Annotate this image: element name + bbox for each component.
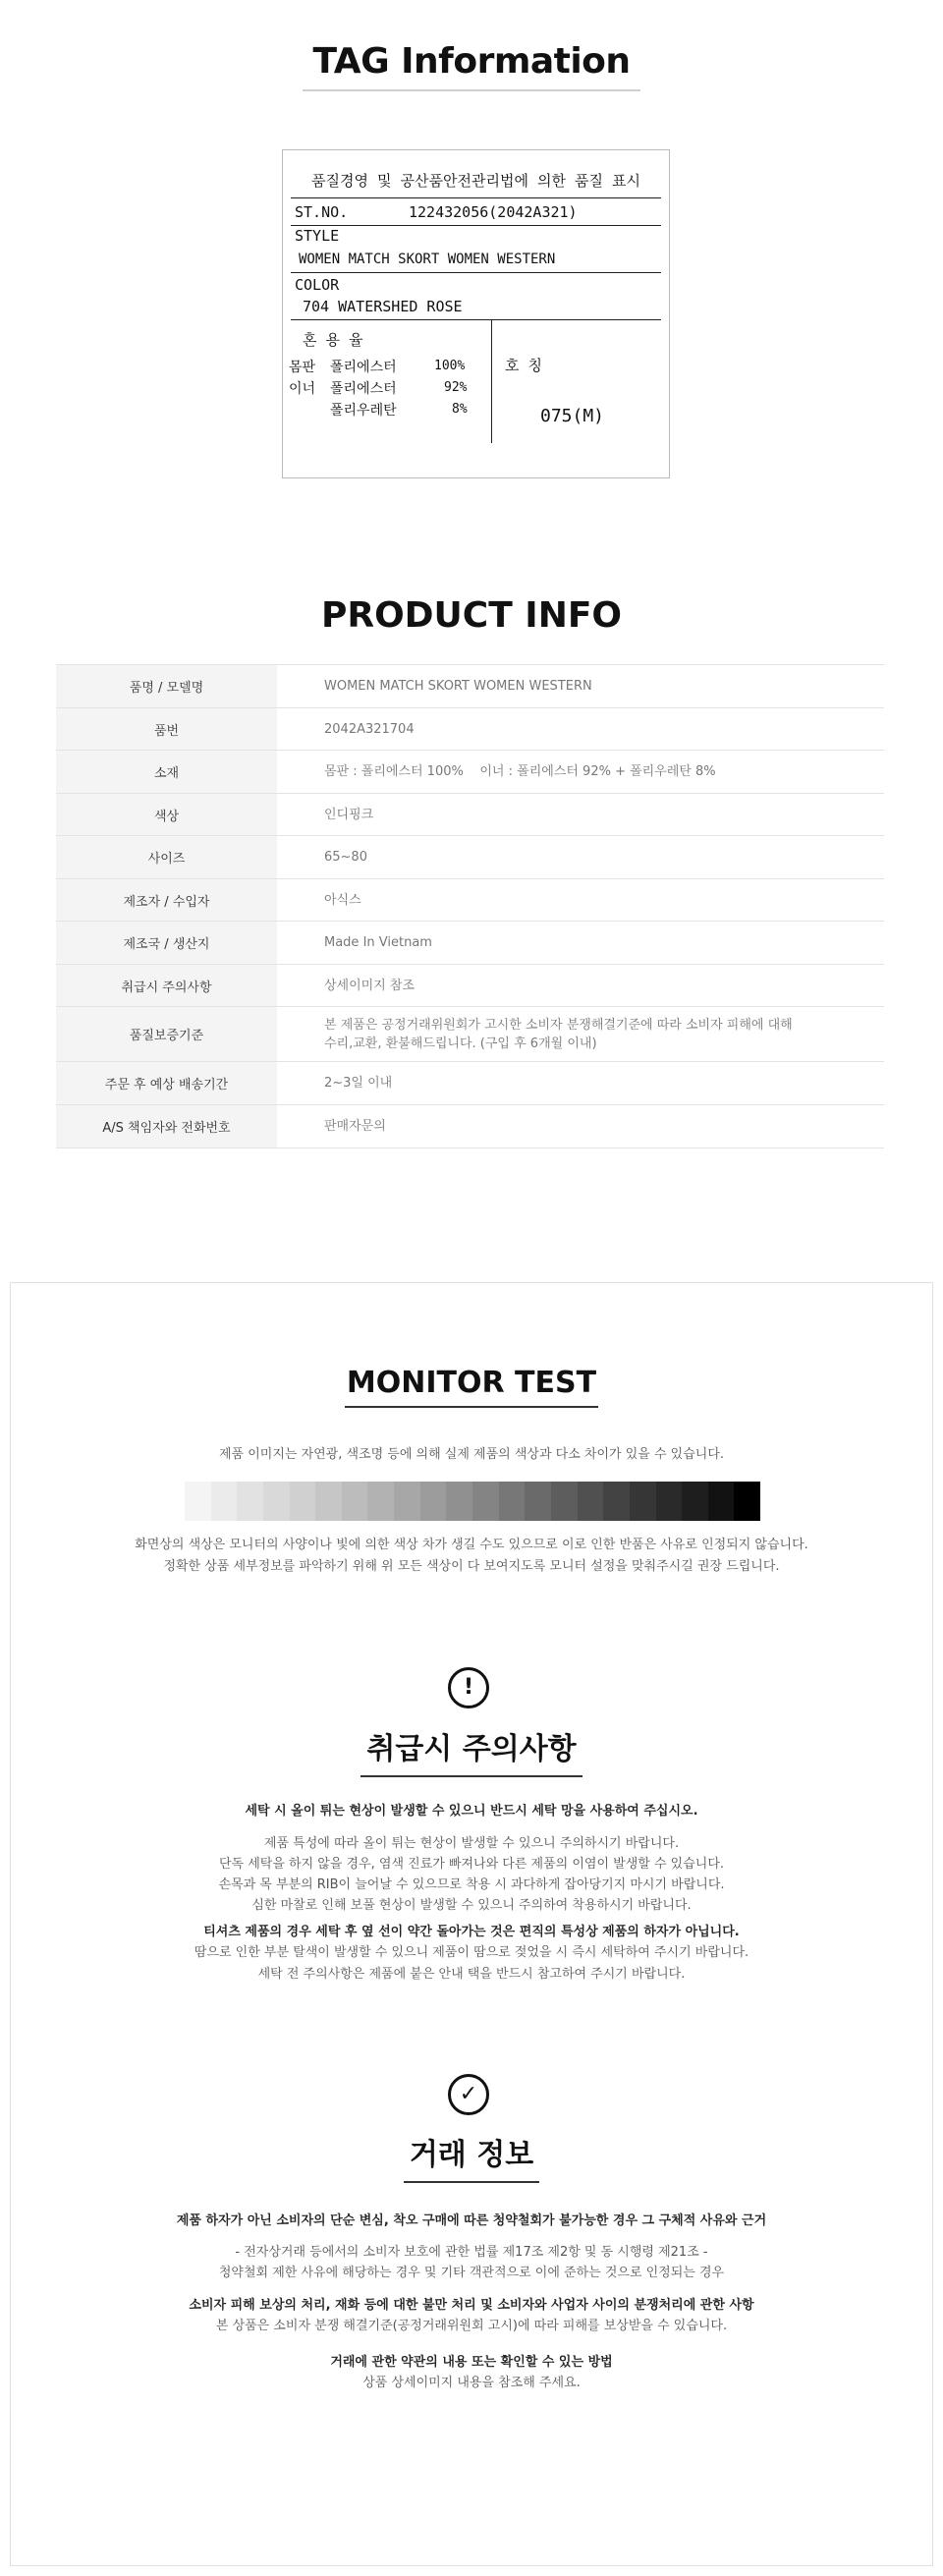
row-label: 색상 bbox=[56, 794, 277, 836]
product-info-section-title bbox=[0, 595, 943, 636]
row-label: 주문 후 예상 배송기간 bbox=[56, 1062, 277, 1105]
gradient-swatch bbox=[237, 1482, 263, 1521]
tag-divider bbox=[291, 272, 661, 273]
care-title: 취급시 주의사항 bbox=[361, 1724, 582, 1777]
care-text: 세탁 전 주의사항은 제품에 붙은 안내 택을 반드시 참고하여 주시기 바랍니다. bbox=[257, 1967, 686, 1982]
tag-st-no-value: 122432056(2042A321) bbox=[409, 203, 578, 221]
grayscale-gradient bbox=[185, 1482, 760, 1521]
monitor-notice: 정확한 상품 세부정보를 파악하기 위해 위 모든 색상이 다 보여지도록 모니터 설정을 맞춰주시길 권장 드립니다. bbox=[163, 1559, 780, 1574]
tag-mix-pct-3: 8% bbox=[452, 402, 468, 417]
product-info-title: PRODUCT INFO bbox=[320, 595, 623, 636]
deal-text: 본 상품은 소비자 분쟁 해결기준(공정거래위원회 고시)에 따라 피해를 보상받을 수 있습니다. bbox=[215, 2319, 728, 2333]
row-value: 몸판 : 폴리에스터 100% 이너 : 폴리에스터 92% + 폴리우레탄 8% bbox=[277, 751, 884, 794]
row-label: 제조자 / 수입자 bbox=[56, 879, 277, 922]
tag-st-no-label: ST.NO. bbox=[295, 203, 349, 221]
row-value-line: 본 제품은 공정거래위원회가 고시한 소비자 분쟁해결기준에 따라 소비자 피해에 대해 bbox=[324, 1017, 793, 1033]
care-text: 땀으로 인한 부분 탈색이 발생할 수 있으니 제품이 땀으로 젖었을 시 즉시 세탁하여 주시기 바랍니다. bbox=[194, 1945, 749, 1960]
tag-style-value: WOMEN MATCH SKORT WOMEN WESTERN bbox=[299, 252, 556, 267]
row-label: 소재 bbox=[56, 751, 277, 794]
gradient-swatch bbox=[630, 1482, 656, 1521]
table-row bbox=[56, 922, 884, 965]
tag-mix-pct-1: 100% bbox=[434, 359, 466, 373]
table-row bbox=[56, 751, 884, 794]
gradient-swatch bbox=[472, 1482, 499, 1521]
exclamation-circle-icon: ! bbox=[448, 1667, 489, 1708]
row-value: 2~3일 이내 bbox=[277, 1062, 884, 1105]
gradient-swatch bbox=[263, 1482, 290, 1521]
tag-mix-part-2: 이너 bbox=[289, 381, 316, 397]
row-value: 상세이미지 참조 bbox=[277, 965, 884, 1007]
gradient-swatch bbox=[211, 1482, 238, 1521]
table-row bbox=[56, 665, 884, 708]
gradient-swatch bbox=[342, 1482, 368, 1521]
product-info-table bbox=[56, 664, 884, 1148]
tag-color-value: 704 WATERSHED ROSE bbox=[303, 298, 463, 315]
care-text: 제품 특성에 따라 올이 튀는 현상이 발생할 수 있으니 주의하시기 바랍니다. bbox=[263, 1836, 680, 1851]
gradient-swatch bbox=[708, 1482, 735, 1521]
tag-mix-pct-2: 92% bbox=[444, 380, 468, 395]
tag-mix-material-1: 폴리에스터 bbox=[330, 360, 397, 375]
tag-mix-label: 혼 용 율 bbox=[303, 331, 363, 349]
table-row bbox=[56, 836, 884, 879]
deal-section-title bbox=[0, 2130, 943, 2183]
row-label: 사이즈 bbox=[56, 836, 277, 879]
deal-text: 청약철회 제한 사유에 해당하는 경우 및 기타 객관적으로 이에 준하는 것으로 인정되는 경우 bbox=[218, 2266, 725, 2280]
deal-text: 상품 상세이미지 내용을 참조해 주세요. bbox=[362, 2376, 581, 2390]
gradient-swatch bbox=[682, 1482, 708, 1521]
gradient-swatch bbox=[315, 1482, 342, 1521]
table-row bbox=[56, 708, 884, 751]
monitor-title: MONITOR TEST bbox=[345, 1366, 598, 1408]
gradient-swatch bbox=[734, 1482, 760, 1521]
care-text: 손목과 목 부분의 RIB이 늘어날 수 있으므로 착용 시 과다하게 잡아당기지 마시기 바랍니다. bbox=[218, 1877, 725, 1892]
row-value: 인디핑크 bbox=[277, 794, 884, 836]
monitor-notice: 제품 이미지는 자연광, 색조명 등에 의해 실제 제품의 색상과 다소 차이가 있을 수 있습니다. bbox=[218, 1447, 725, 1462]
row-value: Made In Vietnam bbox=[277, 922, 884, 965]
gradient-swatch bbox=[656, 1482, 683, 1521]
row-value: 2042A321704 bbox=[277, 708, 884, 751]
tag-divider bbox=[291, 197, 661, 198]
table-row bbox=[56, 1007, 884, 1062]
tag-header: 품질경영 및 공산품안전관리법에 의한 품질 표시 bbox=[311, 172, 640, 190]
tag-color-label: COLOR bbox=[295, 276, 340, 294]
tag-section-title bbox=[0, 41, 943, 91]
row-label: 품질보증기준 bbox=[56, 1007, 277, 1062]
tag-mix-part-1: 몸판 bbox=[289, 360, 316, 375]
gradient-swatch bbox=[446, 1482, 472, 1521]
row-label: 품명 / 모델명 bbox=[56, 665, 277, 708]
care-label-tag bbox=[282, 149, 670, 478]
deal-title: 거래 정보 bbox=[404, 2130, 539, 2183]
table-row bbox=[56, 1062, 884, 1105]
care-bold-text: 티셔츠 제품의 경우 세탁 후 옆 선이 약간 돌아가는 것은 편직의 특성상 제품의 하자가 아닙니다. bbox=[203, 1925, 740, 1939]
row-value-line: 수리,교환, 환불해드립니다. (구입 후 6개월 이내) bbox=[324, 1036, 597, 1051]
deal-bold-text: 거래에 관한 약관의 내용 또는 확인할 수 있는 방법 bbox=[330, 2355, 613, 2370]
row-value: 판매자문의 bbox=[277, 1105, 884, 1148]
gradient-swatch bbox=[185, 1482, 211, 1521]
tag-title: TAG Information bbox=[303, 41, 639, 91]
monitor-notice: 화면상의 색상은 모니터의 사양이나 빛에 의한 색상 차가 생길 수도 있으므로 이로 인한 반품은 사유로 인정되지 않습니다. bbox=[135, 1538, 808, 1552]
table-row bbox=[56, 965, 884, 1007]
gradient-swatch bbox=[420, 1482, 447, 1521]
gradient-swatch bbox=[367, 1482, 394, 1521]
row-label: 품번 bbox=[56, 708, 277, 751]
row-value: 아식스 bbox=[277, 879, 884, 922]
table-row bbox=[56, 1105, 884, 1148]
row-value: WOMEN MATCH SKORT WOMEN WESTERN bbox=[277, 665, 884, 708]
row-value: 65~80 bbox=[277, 836, 884, 879]
gradient-swatch bbox=[578, 1482, 604, 1521]
care-text: 단독 세탁을 하지 않을 경우, 염색 진료가 빠져나와 다른 제품의 이염이 발생할 수 있습니다. bbox=[218, 1857, 725, 1872]
check-circle-icon: ✓ bbox=[448, 2074, 489, 2115]
table-row bbox=[56, 879, 884, 922]
tag-column-divider bbox=[491, 319, 492, 443]
tag-divider bbox=[291, 225, 661, 226]
gradient-swatch bbox=[551, 1482, 578, 1521]
gradient-swatch bbox=[525, 1482, 551, 1521]
care-bold-text: 세탁 시 올이 튀는 현상이 발생할 수 있으니 반드시 세탁 망을 사용하여 주십시오. bbox=[245, 1804, 698, 1819]
row-label: 제조국 / 생산지 bbox=[56, 922, 277, 965]
deal-text: - 전자상거래 등에서의 소비자 보호에 관한 법률 제17조 제2항 및 동 시행령 제21조 - bbox=[235, 2245, 708, 2260]
gradient-swatch bbox=[394, 1482, 420, 1521]
gradient-swatch bbox=[290, 1482, 316, 1521]
tag-size-label: 호 칭 bbox=[505, 357, 543, 374]
deal-bold-text: 소비자 피해 보상의 처리, 재화 등에 대한 불만 처리 및 소비자와 사업자 사이의 분쟁처리에 관한 사항 bbox=[189, 2298, 754, 2313]
deal-bold-text: 제품 하자가 아닌 소비자의 단순 변심, 착오 구매에 따른 청약철회가 불가능한 경우 그 구체적 사유와 근거 bbox=[176, 2213, 767, 2228]
row-label: 취급시 주의사항 bbox=[56, 965, 277, 1007]
gradient-swatch bbox=[603, 1482, 630, 1521]
tag-size-value: 075(M) bbox=[540, 406, 605, 426]
monitor-section-title bbox=[0, 1366, 943, 1408]
care-text: 심한 마찰로 인해 보풀 현상이 발생할 수 있으니 주의하여 착용하시기 바랍니다. bbox=[251, 1898, 692, 1913]
row-value bbox=[277, 1007, 884, 1062]
tag-mix-material-3: 폴리우레탄 bbox=[330, 403, 397, 419]
care-section-title bbox=[0, 1724, 943, 1777]
tag-style-label: STYLE bbox=[295, 227, 340, 245]
gradient-swatch bbox=[499, 1482, 526, 1521]
tag-mix-material-2: 폴리에스터 bbox=[330, 381, 397, 397]
tag-divider bbox=[291, 319, 661, 320]
table-row bbox=[56, 794, 884, 836]
row-label: A/S 책임자와 전화번호 bbox=[56, 1105, 277, 1148]
